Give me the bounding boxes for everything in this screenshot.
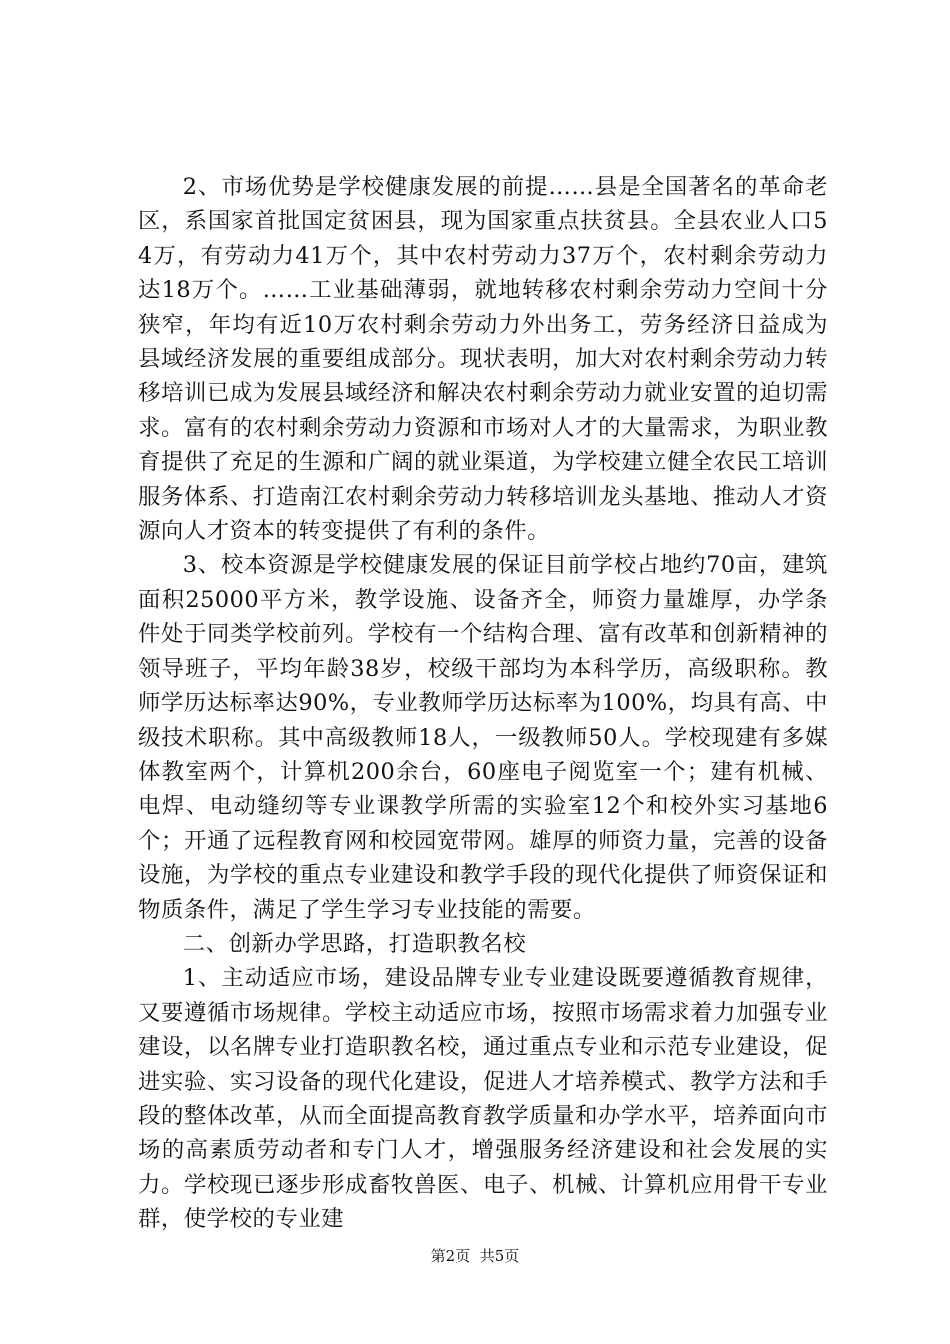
page-number: 第2页 [430,1247,471,1265]
page-total: 共5页 [479,1247,520,1265]
section-heading: 二、创新办学思路，打造职教名校 [182,930,527,957]
paragraph-brand-majors: 1、主动适应市场，建设品牌专业专业建设既要遵循教育规律，又要遵循市场规律。学校主动适应市场，按照市场需求着力加强专业建设，以名牌专业打造职教名校，通过重点专业和示范专业建设，促进实验、实习设备的现代化建设，促进人才培养模式、教学方法和手段的整体改革，从而全面提高教育教学质量和办学水平，培养面向市场的高素质劳动者和专门人才，增强服务经济建设和社会发展的实力。学校现已逐步形成畜牧兽医、电子、机械、计算机应用骨干专业群，使学校的专业建 [138,965,828,1233]
document-body [138,170,828,1237]
page-footer [0,1246,950,1266]
paragraph-market-advantage: 2、市场优势是学校健康发展的前提……县是全国著名的革命老区，系国家首批国定贫困县，现为国家重点扶贫县。全县农业人口54万，有劳动力41万个，其中农村劳动力37万个，农村剩余劳动力达18万个。……工业基础薄弱，就地转移农村剩余劳动力空间十分狭窄，年均有近10万农村剩余劳动力外出务工，劳务经济日益成为县域经济发展的重要组成部分。现状表明，加大对农村剩余劳动力转移培训已成为发展县域经济和解决农村剩余劳动力就业安置的迫切需求。富有的农村剩余劳动力资源和市场对人才的大量需求，为职业教育提供了充足的生源和广阔的就业渠道，为学校建立健全农民工培训服务体系、打造南江农村剩余劳动力转移培训龙头基地、推动人才资源向人才资本的转变提供了有利的条件。 [138,174,828,545]
paragraph-school-resources: 3、校本资源是学校健康发展的保证目前学校占地约70亩，建筑面积25000平方米，教学设施、设备齐全，师资力量雄厚，办学条件处于同类学校前列。学校有一个结构合理、富有改革和创新精神的领导班子，平均年龄38岁，校级干部均为本科学历，高级职称。教师学历达标率达90%，专业教师学历达标率为100%，均具有高、中级技术职称。其中高级教师18人，一级教师50人。学校现建有多媒体教室两个，计算机200余台，60座电子阅览室一个；建有机械、电焊、电动缝纫等专业课教学所需的实验室12个和校外实习基地6个；开通了远程教育网和校园宽带网。雄厚的师资力量，完善的设备设施，为学校的重点专业建设和教学手段的现代化提供了师资保证和物质条件，满足了学生学习专业技能的需要。 [138,552,828,923]
